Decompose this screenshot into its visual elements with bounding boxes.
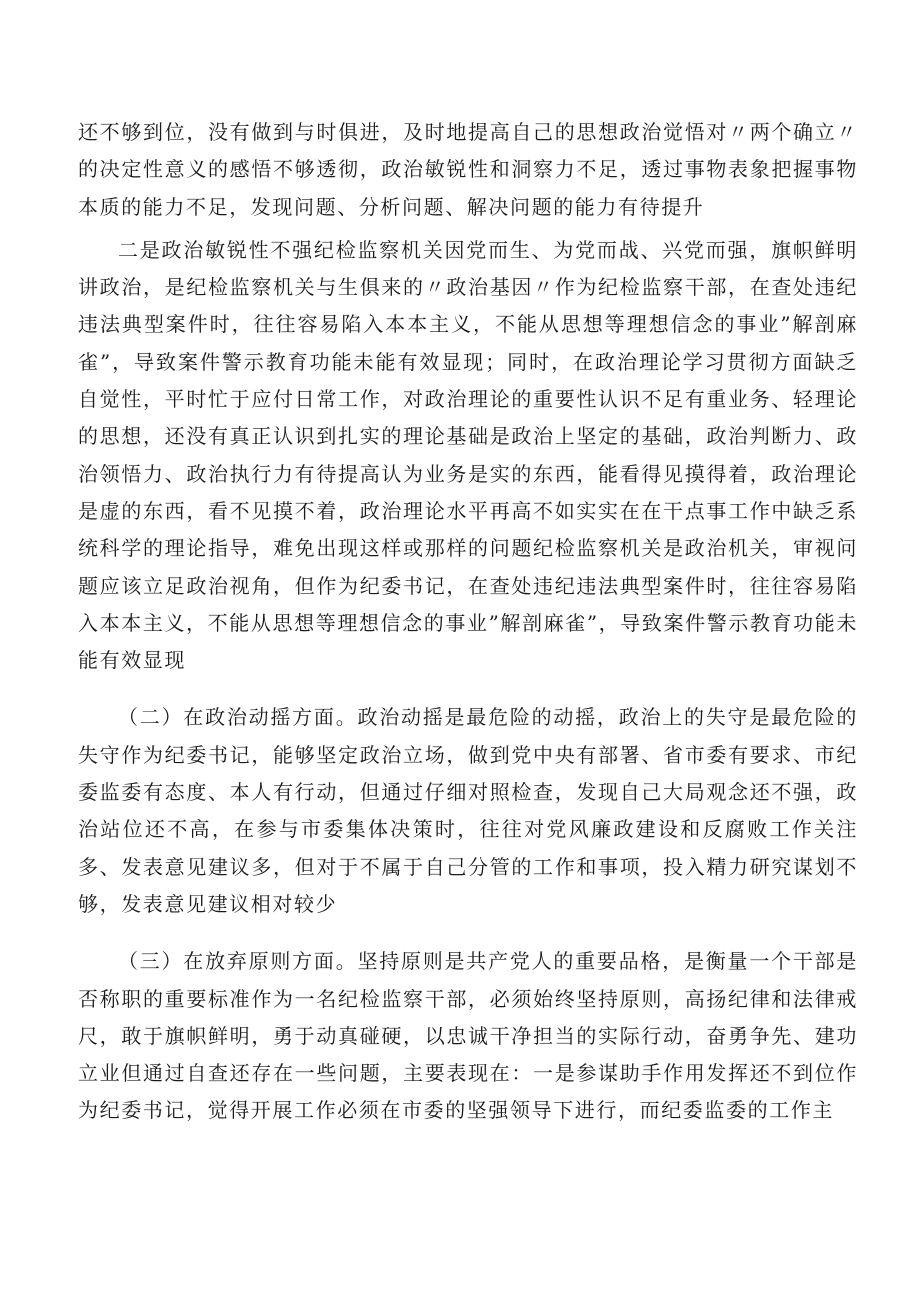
paragraph-abandoning-principles: （三）在放弃原则方面。坚持原则是共产党人的重要品格，是衡量一个干部是否称职的重要标准作为一名纪检监察干部，必须始终坚持原则，高扬纪律和法律戒尺，敢于旗帜鲜明，勇于动真碰硬，以忠诚干净担当的实际行动，奋勇争先、建功立业但通过自查还存在一些问题，主要表现在：一是参谋助手作用发挥还不到位作为纪委书记，觉得开展工作必须在市委的坚强领导下进行，而纪委监委的工作主 [78,949,858,1123]
paragraph-political-sensitivity: 二是政治敏锐性不强纪检监察机关因党而生、为党而战、兴党而强，旗帜鲜明讲政治，是纪检监察机关与生俱来的〃政治基因〃作为纪检监察干部，在查处违纪违法典型案件时，往往容易陷入本本主义，不能从思想等理想信念的事业”解剖麻雀”，导致案件警示教育功能未能有效显现；同时，在政治理论学习贯彻方面缺乏自觉性，平时忙于应付日常工作，对政治理论的重要性认识不足有重业务、轻理论的思想，还没有真正认识到扎实的理论基础是政治上坚定的基础，政治判断力、政治领悟力、政治执行力有待提高认为业务是实的东西，能看得见摸得着，政治理论是虚的东西，看不见摸不着，政治理论水平再高不如实实在在干点事工作中缺乏系统科学的理论指导，难免出现这样或那样的问题纪检监察机关是政治机关，审视问题应该立足政治视角，但作为纪委书记，在查处违纪违法典型案件时，往往容易陷入本本主义，不能从思想等理想信念的事业”解剖麻雀”，导致案件警示教育功能未能有效显现 [78,237,858,673]
paragraph-continuation: 还不够到位，没有做到与时俱进，及时地提高自己的思想政治觉悟对〃两个确立〃的决定性意义的感悟不够透彻，政治敏锐性和洞察力不足，透过事物表象把握事物本质的能力不足，发现问题、分析问题、解决问题的能力有待提升 [78,120,858,219]
paragraph-political-wavering: （二）在政治动摇方面。政治动摇是最危险的动摇，政治上的失守是最危险的失守作为纪委书记，能够坚定政治立场，做到党中央有部署、省市委有要求、市纪委监委有态度、本人有行动，但通过仔细对照检查，发现自己大局观念还不强，政治站位还不高，在参与市委集体决策时，往往对党风廉政建设和反腐败工作关注多、发表意见建议多，但对于不属于自己分管的工作和事项，投入精力研究谋划不够，发表意见建议相对较少 [78,705,858,916]
